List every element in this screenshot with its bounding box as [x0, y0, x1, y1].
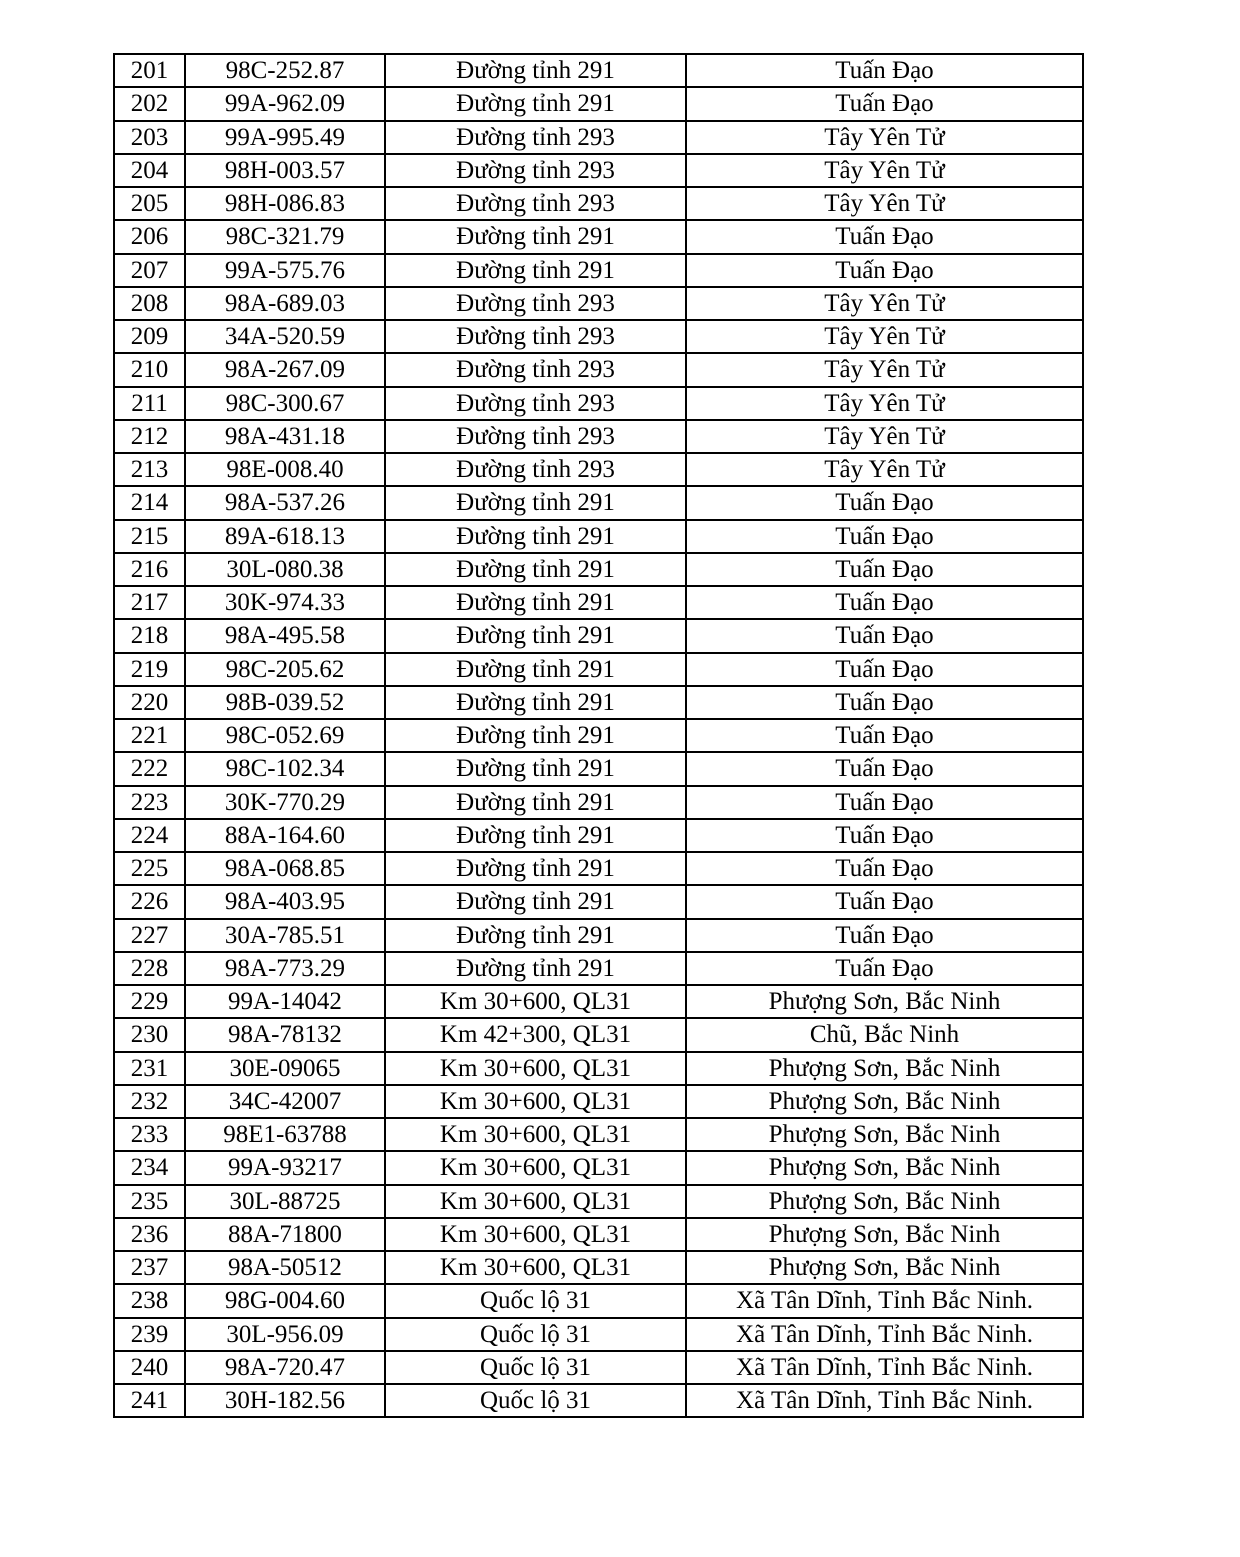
road-location-cell: Đường tỉnh 291 [385, 719, 686, 752]
row-number-cell: 240 [114, 1351, 185, 1384]
license-plate-cell: 30K-974.33 [185, 586, 385, 619]
road-location-cell: Km 30+600, QL31 [385, 985, 686, 1018]
table-row [114, 1218, 1083, 1251]
row-number-cell: 201 [114, 54, 185, 87]
license-plate-cell: 30L-88725 [185, 1185, 385, 1218]
row-number-cell: 226 [114, 885, 185, 918]
license-plate-cell: 99A-14042 [185, 985, 385, 1018]
road-location-cell: Km 42+300, QL31 [385, 1018, 686, 1051]
road-location-cell: Đường tỉnh 293 [385, 453, 686, 486]
row-number-cell: 227 [114, 919, 185, 952]
road-location-cell: Đường tỉnh 293 [385, 320, 686, 353]
license-plate-cell: 99A-575.76 [185, 254, 385, 287]
road-location-cell: Đường tỉnh 293 [385, 353, 686, 386]
row-number-cell: 212 [114, 420, 185, 453]
road-location-cell: Đường tỉnh 291 [385, 653, 686, 686]
license-plate-cell: 89A-618.13 [185, 520, 385, 553]
license-plate-cell: 98H-003.57 [185, 154, 385, 187]
commune-cell: Tây Yên Tử [686, 287, 1083, 320]
license-plate-cell: 30H-182.56 [185, 1384, 385, 1417]
road-location-cell: Km 30+600, QL31 [385, 1052, 686, 1085]
license-plate-cell: 98A-537.26 [185, 486, 385, 519]
table-row [114, 1052, 1083, 1085]
row-number-cell: 236 [114, 1218, 185, 1251]
license-plate-cell: 98A-689.03 [185, 287, 385, 320]
row-number-cell: 223 [114, 786, 185, 819]
commune-cell: Tuấn Đạo [686, 87, 1083, 120]
row-number-cell: 229 [114, 985, 185, 1018]
table-row [114, 520, 1083, 553]
commune-cell: Tuấn Đạo [686, 786, 1083, 819]
table-body [114, 54, 1083, 1417]
table-row [114, 486, 1083, 519]
road-location-cell: Km 30+600, QL31 [385, 1218, 686, 1251]
license-plate-cell: 99A-962.09 [185, 87, 385, 120]
license-plate-cell: 88A-164.60 [185, 819, 385, 852]
row-number-cell: 233 [114, 1118, 185, 1151]
table-row [114, 1118, 1083, 1151]
license-plate-cell: 98C-300.67 [185, 387, 385, 420]
commune-cell: Phượng Sơn, Bắc Ninh [686, 1118, 1083, 1151]
row-number-cell: 218 [114, 619, 185, 652]
commune-cell: Tây Yên Tử [686, 320, 1083, 353]
license-plate-cell: 30L-080.38 [185, 553, 385, 586]
row-number-cell: 206 [114, 220, 185, 253]
row-number-cell: 237 [114, 1251, 185, 1284]
commune-cell: Tuấn Đạo [686, 686, 1083, 719]
road-location-cell: Đường tỉnh 291 [385, 852, 686, 885]
row-number-cell: 230 [114, 1018, 185, 1051]
row-number-cell: 222 [114, 752, 185, 785]
road-location-cell: Quốc lộ 31 [385, 1318, 686, 1351]
license-plate-cell: 98C-052.69 [185, 719, 385, 752]
commune-cell: Tây Yên Tử [686, 353, 1083, 386]
row-number-cell: 234 [114, 1151, 185, 1184]
row-number-cell: 216 [114, 553, 185, 586]
table-row [114, 819, 1083, 852]
commune-cell: Tuấn Đạo [686, 653, 1083, 686]
commune-cell: Tuấn Đạo [686, 752, 1083, 785]
commune-cell: Tây Yên Tử [686, 420, 1083, 453]
commune-cell: Tuấn Đạo [686, 885, 1083, 918]
license-plate-cell: 98C-321.79 [185, 220, 385, 253]
road-location-cell: Đường tỉnh 291 [385, 87, 686, 120]
table-row [114, 1185, 1083, 1218]
road-location-cell: Đường tỉnh 293 [385, 387, 686, 420]
table-row [114, 353, 1083, 386]
commune-cell: Xã Tân Dĩnh, Tỉnh Bắc Ninh. [686, 1318, 1083, 1351]
license-plate-cell: 34A-520.59 [185, 320, 385, 353]
commune-cell: Phượng Sơn, Bắc Ninh [686, 1185, 1083, 1218]
commune-cell: Phượng Sơn, Bắc Ninh [686, 1251, 1083, 1284]
table-row [114, 985, 1083, 1018]
license-plate-cell: 34C-42007 [185, 1085, 385, 1118]
commune-cell: Xã Tân Dĩnh, Tỉnh Bắc Ninh. [686, 1384, 1083, 1417]
row-number-cell: 219 [114, 653, 185, 686]
row-number-cell: 214 [114, 486, 185, 519]
commune-cell: Tuấn Đạo [686, 520, 1083, 553]
road-location-cell: Đường tỉnh 291 [385, 54, 686, 87]
table-row [114, 719, 1083, 752]
row-number-cell: 209 [114, 320, 185, 353]
commune-cell: Tây Yên Tử [686, 154, 1083, 187]
license-plate-cell: 30L-956.09 [185, 1318, 385, 1351]
table-row [114, 752, 1083, 785]
table-row [114, 952, 1083, 985]
road-location-cell: Đường tỉnh 291 [385, 786, 686, 819]
row-number-cell: 228 [114, 952, 185, 985]
license-plate-cell: 98A-773.29 [185, 952, 385, 985]
commune-cell: Tây Yên Tử [686, 453, 1083, 486]
table-row [114, 121, 1083, 154]
table-row [114, 786, 1083, 819]
row-number-cell: 239 [114, 1318, 185, 1351]
violations-table [113, 53, 1084, 1418]
table-row [114, 919, 1083, 952]
license-plate-cell: 88A-71800 [185, 1218, 385, 1251]
commune-cell: Xã Tân Dĩnh, Tỉnh Bắc Ninh. [686, 1284, 1083, 1317]
commune-cell: Tuấn Đạo [686, 220, 1083, 253]
row-number-cell: 220 [114, 686, 185, 719]
commune-cell: Tây Yên Tử [686, 387, 1083, 420]
commune-cell: Tuấn Đạo [686, 852, 1083, 885]
row-number-cell: 203 [114, 121, 185, 154]
table-row [114, 586, 1083, 619]
road-location-cell: Đường tỉnh 291 [385, 254, 686, 287]
row-number-cell: 238 [114, 1284, 185, 1317]
license-plate-cell: 98B-039.52 [185, 686, 385, 719]
commune-cell: Tuấn Đạo [686, 919, 1083, 952]
license-plate-cell: 98G-004.60 [185, 1284, 385, 1317]
road-location-cell: Đường tỉnh 291 [385, 686, 686, 719]
road-location-cell: Đường tỉnh 291 [385, 819, 686, 852]
commune-cell: Tuấn Đạo [686, 54, 1083, 87]
road-location-cell: Đường tỉnh 291 [385, 619, 686, 652]
row-number-cell: 217 [114, 586, 185, 619]
table-row [114, 1251, 1083, 1284]
license-plate-cell: 99A-93217 [185, 1151, 385, 1184]
table-row [114, 1351, 1083, 1384]
road-location-cell: Đường tỉnh 291 [385, 885, 686, 918]
road-location-cell: Km 30+600, QL31 [385, 1085, 686, 1118]
commune-cell: Phượng Sơn, Bắc Ninh [686, 1085, 1083, 1118]
row-number-cell: 211 [114, 387, 185, 420]
row-number-cell: 224 [114, 819, 185, 852]
road-location-cell: Đường tỉnh 291 [385, 919, 686, 952]
road-location-cell: Quốc lộ 31 [385, 1351, 686, 1384]
table-row [114, 1284, 1083, 1317]
road-location-cell: Km 30+600, QL31 [385, 1251, 686, 1284]
table-row [114, 420, 1083, 453]
license-plate-cell: 98A-78132 [185, 1018, 385, 1051]
table-row [114, 254, 1083, 287]
row-number-cell: 221 [114, 719, 185, 752]
license-plate-cell: 98A-431.18 [185, 420, 385, 453]
license-plate-cell: 98C-205.62 [185, 653, 385, 686]
table-row [114, 54, 1083, 87]
commune-cell: Phượng Sơn, Bắc Ninh [686, 985, 1083, 1018]
road-location-cell: Đường tỉnh 291 [385, 752, 686, 785]
row-number-cell: 231 [114, 1052, 185, 1085]
table-row [114, 187, 1083, 220]
row-number-cell: 207 [114, 254, 185, 287]
license-plate-cell: 98A-495.58 [185, 619, 385, 652]
commune-cell: Tuấn Đạo [686, 819, 1083, 852]
table-row [114, 1018, 1083, 1051]
table-row [114, 1384, 1083, 1417]
table-row [114, 1151, 1083, 1184]
commune-cell: Phượng Sơn, Bắc Ninh [686, 1218, 1083, 1251]
road-location-cell: Quốc lộ 31 [385, 1384, 686, 1417]
table-row [114, 220, 1083, 253]
table-row [114, 1085, 1083, 1118]
road-location-cell: Đường tỉnh 293 [385, 121, 686, 154]
road-location-cell: Đường tỉnh 291 [385, 553, 686, 586]
commune-cell: Phượng Sơn, Bắc Ninh [686, 1052, 1083, 1085]
table-row [114, 453, 1083, 486]
commune-cell: Xã Tân Dĩnh, Tỉnh Bắc Ninh. [686, 1351, 1083, 1384]
license-plate-cell: 30K-770.29 [185, 786, 385, 819]
license-plate-cell: 98C-252.87 [185, 54, 385, 87]
license-plate-cell: 98A-50512 [185, 1251, 385, 1284]
license-plate-cell: 98A-068.85 [185, 852, 385, 885]
road-location-cell: Đường tỉnh 293 [385, 187, 686, 220]
row-number-cell: 232 [114, 1085, 185, 1118]
row-number-cell: 213 [114, 453, 185, 486]
road-location-cell: Đường tỉnh 291 [385, 520, 686, 553]
road-location-cell: Đường tỉnh 291 [385, 486, 686, 519]
license-plate-cell: 99A-995.49 [185, 121, 385, 154]
road-location-cell: Đường tỉnh 291 [385, 952, 686, 985]
commune-cell: Tuấn Đạo [686, 254, 1083, 287]
road-location-cell: Đường tỉnh 291 [385, 586, 686, 619]
row-number-cell: 202 [114, 87, 185, 120]
road-location-cell: Đường tỉnh 291 [385, 220, 686, 253]
row-number-cell: 235 [114, 1185, 185, 1218]
table-row [114, 154, 1083, 187]
row-number-cell: 210 [114, 353, 185, 386]
license-plate-cell: 98A-403.95 [185, 885, 385, 918]
table-row [114, 619, 1083, 652]
table-row [114, 320, 1083, 353]
road-location-cell: Km 30+600, QL31 [385, 1118, 686, 1151]
row-number-cell: 208 [114, 287, 185, 320]
commune-cell: Tây Yên Tử [686, 121, 1083, 154]
table-row [114, 387, 1083, 420]
table-row [114, 852, 1083, 885]
commune-cell: Chũ, Bắc Ninh [686, 1018, 1083, 1051]
commune-cell: Tuấn Đạo [686, 619, 1083, 652]
table-row [114, 686, 1083, 719]
table-row [114, 87, 1083, 120]
road-location-cell: Quốc lộ 31 [385, 1284, 686, 1317]
license-plate-cell: 98A-267.09 [185, 353, 385, 386]
road-location-cell: Đường tỉnh 293 [385, 420, 686, 453]
commune-cell: Phượng Sơn, Bắc Ninh [686, 1151, 1083, 1184]
road-location-cell: Km 30+600, QL31 [385, 1185, 686, 1218]
row-number-cell: 225 [114, 852, 185, 885]
row-number-cell: 241 [114, 1384, 185, 1417]
license-plate-cell: 30E-09065 [185, 1052, 385, 1085]
row-number-cell: 205 [114, 187, 185, 220]
license-plate-cell: 98C-102.34 [185, 752, 385, 785]
road-location-cell: Km 30+600, QL31 [385, 1151, 686, 1184]
table-row [114, 653, 1083, 686]
row-number-cell: 215 [114, 520, 185, 553]
road-location-cell: Đường tỉnh 293 [385, 287, 686, 320]
table-row [114, 553, 1083, 586]
license-plate-cell: 98A-720.47 [185, 1351, 385, 1384]
license-plate-cell: 98E-008.40 [185, 453, 385, 486]
row-number-cell: 204 [114, 154, 185, 187]
commune-cell: Tuấn Đạo [686, 952, 1083, 985]
commune-cell: Tuấn Đạo [686, 553, 1083, 586]
table-row [114, 885, 1083, 918]
commune-cell: Tây Yên Tử [686, 187, 1083, 220]
commune-cell: Tuấn Đạo [686, 486, 1083, 519]
license-plate-cell: 98E1-63788 [185, 1118, 385, 1151]
table-row [114, 1318, 1083, 1351]
table-row [114, 287, 1083, 320]
license-plate-cell: 30A-785.51 [185, 919, 385, 952]
commune-cell: Tuấn Đạo [686, 586, 1083, 619]
commune-cell: Tuấn Đạo [686, 719, 1083, 752]
road-location-cell: Đường tỉnh 293 [385, 154, 686, 187]
license-plate-cell: 98H-086.83 [185, 187, 385, 220]
